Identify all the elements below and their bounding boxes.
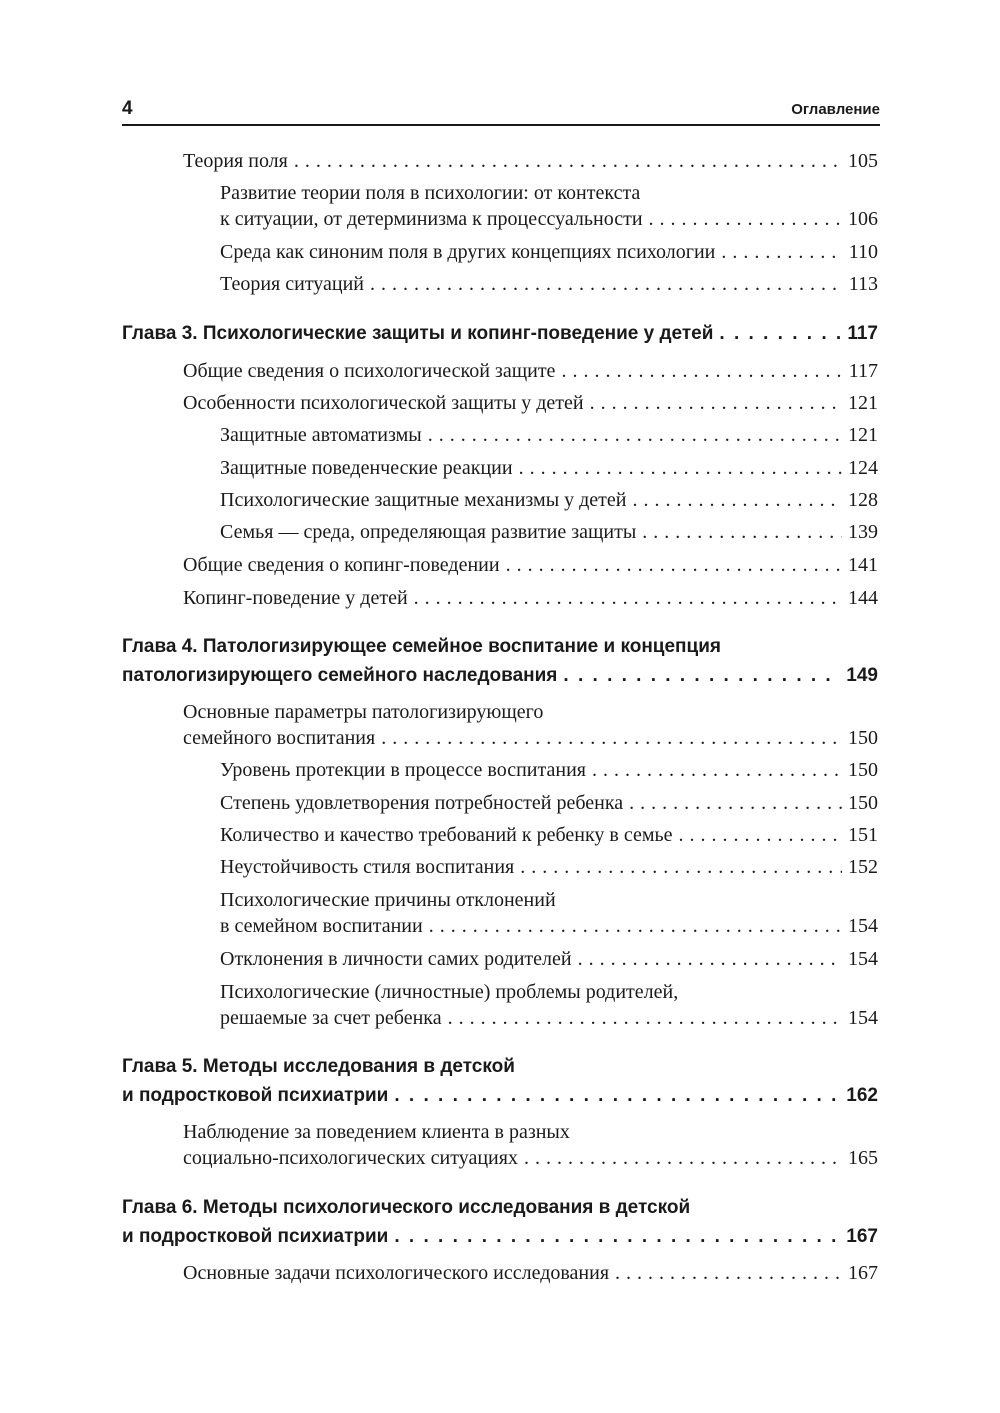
toc-entry-title-line1: Психологические причины отклонений (220, 889, 556, 911)
toc-entry-page: 154 (848, 1007, 878, 1029)
toc-chapter (122, 1226, 878, 1248)
toc-entry (220, 856, 878, 879)
toc-entry-title: Уровень протекции в процессе воспитания (220, 759, 586, 781)
toc-entry-title: Отклонения в личности самих родителей (220, 948, 572, 970)
toc-entry-title-line2: семейного воспитания (183, 727, 376, 749)
toc-entry-title: Неустойчивость стиля воспитания (220, 856, 515, 878)
toc-entry-title-line2: решаемые за счет ребенка (220, 1007, 442, 1029)
toc-entry-title-line2: в семейном воспитании (220, 915, 423, 937)
chapter-page: 117 (847, 323, 878, 344)
dot-leader (649, 208, 842, 231)
toc-entry-page: 124 (848, 457, 878, 479)
toc-entry (183, 1147, 878, 1170)
dot-leader (428, 424, 842, 447)
toc-entry-title: Общие сведения о психологической защите (183, 360, 556, 382)
toc-entry (220, 489, 878, 512)
dot-leader (506, 554, 842, 577)
dot-leader (414, 587, 842, 610)
dot-leader (721, 241, 842, 264)
running-title: Оглавление (791, 101, 880, 118)
toc-entry-title-line1: Психологические (личностные) проблемы родителей, (220, 981, 679, 1003)
dot-leader (394, 1226, 840, 1248)
toc-entry (220, 424, 878, 447)
dot-leader (629, 792, 842, 815)
dot-leader (520, 856, 842, 879)
chapter-title-line1: Глава 6. Методы психологического исследования в детской (122, 1197, 691, 1218)
dot-leader (394, 1085, 840, 1107)
chapter-page: 167 (846, 1226, 878, 1247)
dot-leader (679, 824, 843, 847)
dot-leader (615, 1262, 842, 1285)
toc-entry-title: Степень удовлетворения потребностей ребенка (220, 792, 624, 814)
toc-chapter (122, 1085, 878, 1107)
chapter-page: 149 (846, 665, 878, 686)
toc-entry (220, 948, 878, 971)
toc-entry-page: 128 (848, 489, 878, 511)
dot-leader (381, 727, 842, 750)
dot-leader (719, 323, 841, 345)
toc-entry-page: 121 (848, 392, 878, 414)
toc-entry (183, 727, 878, 750)
toc-entry-page: 106 (848, 208, 878, 230)
toc-entry (183, 554, 878, 577)
toc-entry (183, 587, 878, 610)
dot-leader (592, 759, 842, 782)
toc-entry (220, 915, 878, 938)
dot-leader (370, 273, 843, 296)
toc-entry-page: 165 (848, 1147, 878, 1169)
dot-leader (590, 392, 842, 415)
toc-entry (183, 1262, 878, 1285)
page-number: 4 (122, 98, 133, 119)
toc-entry-title-line2: к ситуации, от детерминизма к процессуальности (220, 208, 643, 230)
toc-entry (220, 792, 878, 815)
toc-entry-title: Копинг-поведение у детей (183, 587, 408, 609)
toc-entry-page: 150 (848, 727, 878, 749)
toc-entry (183, 150, 878, 173)
dot-leader (448, 1007, 842, 1030)
toc-entry-page: 151 (848, 824, 878, 846)
chapter-title-line1: Глава 5. Методы исследования в детской (122, 1056, 515, 1077)
toc-entry-title-line1: Наблюдение за поведением клиента в разных (183, 1121, 570, 1143)
dot-leader (563, 665, 840, 687)
toc-entry (220, 1007, 878, 1030)
toc-entry-page: 117 (848, 360, 878, 382)
toc-entry-page: 121 (848, 424, 878, 446)
dot-leader (519, 457, 842, 480)
chapter-title-line2: и подростковой психиатрии (122, 1085, 389, 1106)
toc-entry-page: 150 (848, 792, 878, 814)
toc-entry (220, 759, 878, 782)
toc-entry-page: 105 (848, 150, 878, 172)
toc-entry-page: 154 (848, 948, 878, 970)
toc-entry-title: Особенности психологической защиты у детей (183, 392, 584, 414)
toc-entry-title: Психологические защитные механизмы у детей (220, 489, 627, 511)
toc-entry (220, 824, 878, 847)
dot-leader (633, 489, 842, 512)
toc-entry-title: Защитные автоматизмы (220, 424, 422, 446)
toc-entry (220, 457, 878, 480)
toc-entry-title: Теория ситуаций (220, 273, 365, 295)
toc-chapter (122, 323, 878, 345)
toc-entry-title-line1: Развитие теории поля в психологии: от контекста (220, 182, 641, 204)
toc-entry-title: Теория поля (183, 150, 288, 172)
dot-leader (642, 521, 842, 544)
toc-entry-title-line1: Основные параметры патологизирующего (183, 701, 544, 723)
toc-entry (220, 208, 878, 231)
dot-leader (429, 915, 842, 938)
toc-entry (220, 521, 878, 544)
toc-entry-title: Общие сведения о копинг-поведении (183, 554, 500, 576)
toc-entry (183, 360, 878, 383)
toc-entry-page: 154 (848, 915, 878, 937)
toc-entry-page: 141 (848, 554, 878, 576)
toc-entry-title-line2: социально-психологических ситуациях (183, 1147, 518, 1169)
toc-entry-page: 167 (848, 1262, 878, 1284)
dot-leader (294, 150, 842, 173)
toc-entry (220, 273, 878, 296)
toc-entry-page: 150 (848, 759, 878, 781)
toc-entry (220, 241, 878, 264)
chapter-title-line1: Глава 4. Патологизирующее семейное воспитание и концепция (122, 636, 721, 657)
toc-entry-page: 110 (848, 241, 878, 263)
toc-entry-title: Защитные поведенческие реакции (220, 457, 513, 479)
dot-leader (561, 360, 842, 383)
toc-chapter (122, 665, 878, 687)
toc-entry-title: Основные задачи психологического исследования (183, 1262, 610, 1284)
toc-entry-title: Количество и качество требований к ребенку в семье (220, 824, 673, 846)
toc-entry-page: 152 (848, 856, 878, 878)
chapter-title-line2: и подростковой психиатрии (122, 1226, 389, 1247)
chapter-page: 162 (846, 1085, 878, 1106)
chapter-title: Глава 3. Психологические защиты и копинг-поведение у детей (122, 323, 714, 344)
toc-entry-page: 139 (848, 521, 878, 543)
toc-entry-page: 113 (848, 273, 878, 295)
dot-leader (524, 1147, 842, 1170)
toc-entry-title: Среда как синоним поля в других концепциях психологии (220, 241, 716, 263)
dot-leader (578, 948, 842, 971)
toc-entry-title: Семья — среда, определяющая развитие защиты (220, 521, 637, 543)
toc-entry (183, 392, 878, 415)
chapter-title-line2: патологизирующего семейного наследования (122, 665, 558, 686)
toc-entry-page: 144 (848, 587, 878, 609)
